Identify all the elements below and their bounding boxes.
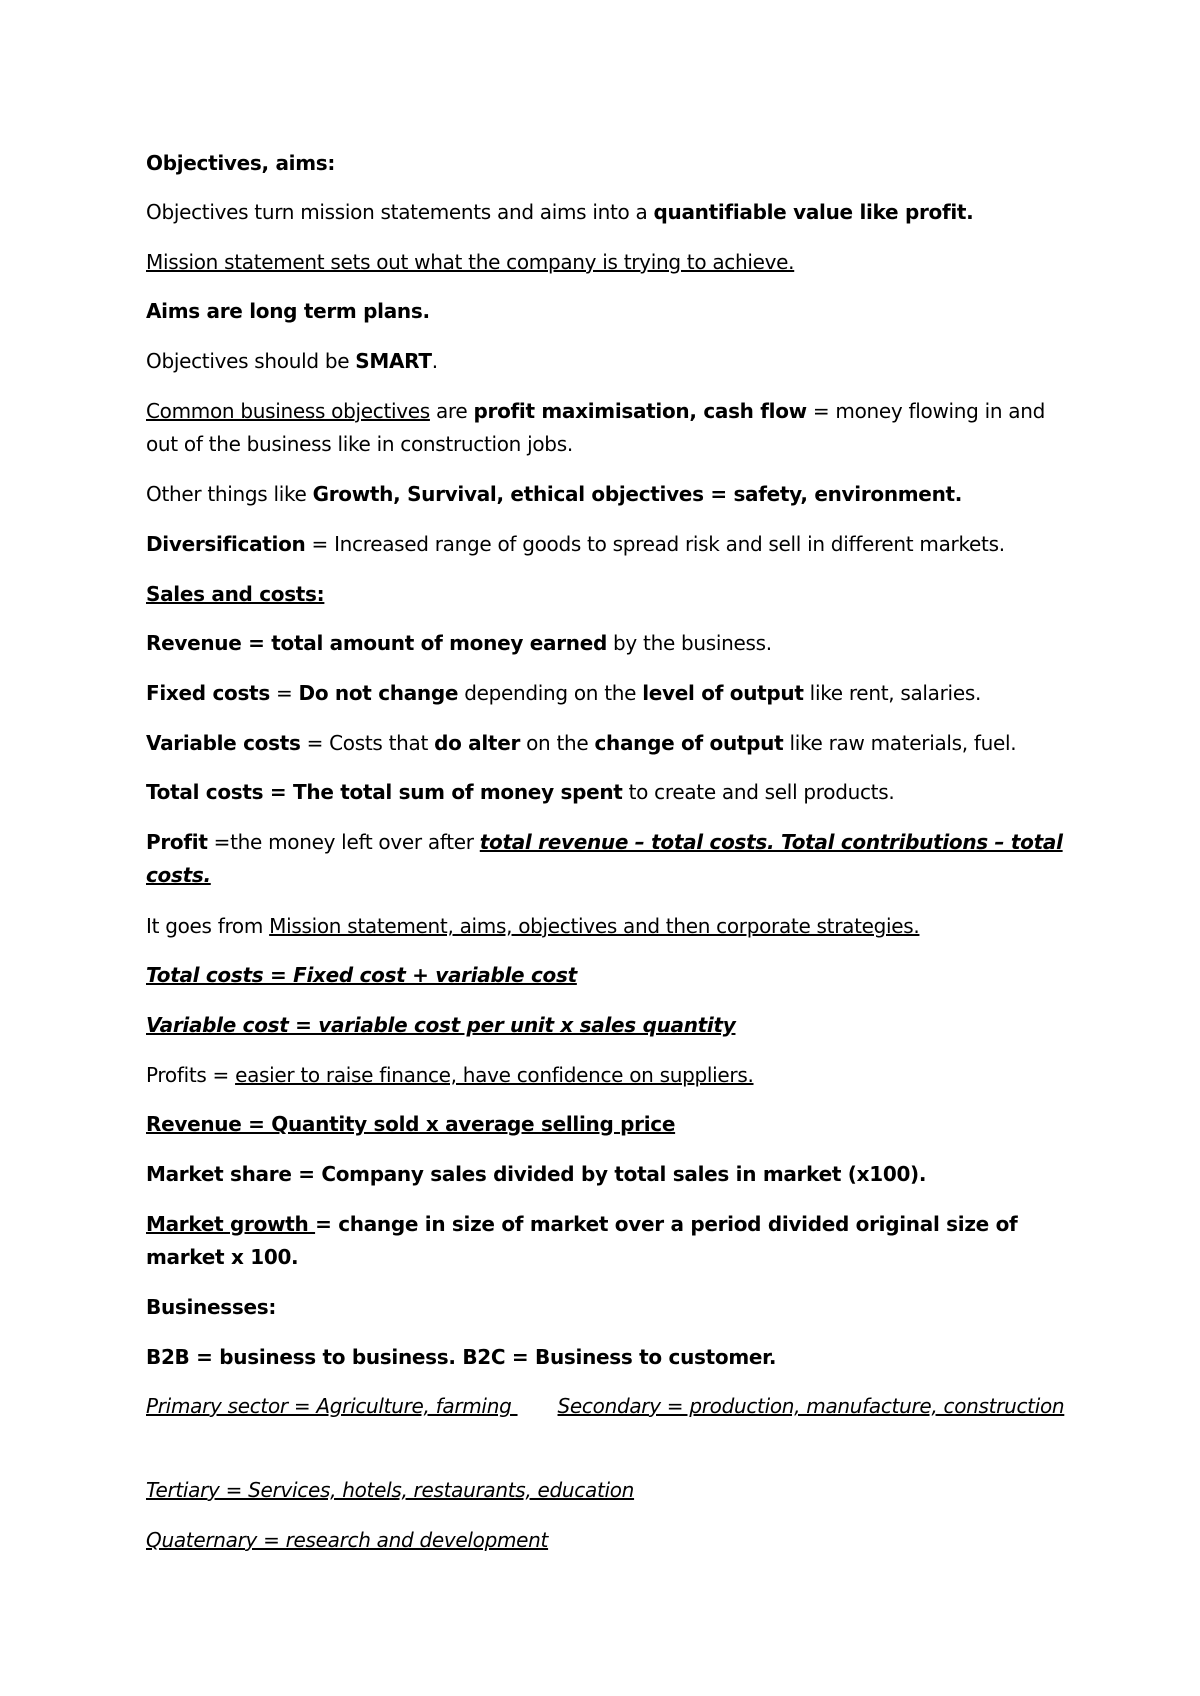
bold-text: Variable costs bbox=[146, 731, 301, 755]
bold-text: Fixed costs bbox=[146, 681, 270, 705]
bold-text: do alter bbox=[434, 731, 521, 755]
para-profit bbox=[146, 826, 1066, 892]
para-tertiary bbox=[146, 1474, 1066, 1507]
text: like raw materials, fuel. bbox=[783, 731, 1017, 755]
text: =the money left over after bbox=[207, 830, 480, 854]
text: B2B = business to business. B2C = Business to customer. bbox=[146, 1345, 777, 1369]
formula-market-share bbox=[146, 1158, 1066, 1191]
formula-text: Market share = Company sales divided by total sales in market (x100). bbox=[146, 1162, 927, 1186]
bold-underlined-italic-text: total revenue – total costs. Total contributions – total costs. bbox=[146, 830, 1063, 887]
heading-sales-costs bbox=[146, 578, 1066, 611]
text: . bbox=[431, 349, 438, 373]
para-smart bbox=[146, 345, 1066, 378]
formula-market-growth bbox=[146, 1208, 1066, 1274]
text: Profits = bbox=[146, 1063, 236, 1087]
bold-text: Total costs = The total sum of money spent bbox=[146, 780, 623, 804]
bold-text: Profit bbox=[146, 830, 208, 854]
underlined-text: Common business objectives bbox=[146, 399, 430, 423]
text: like rent, salaries. bbox=[803, 681, 981, 705]
underlined-text: Market growth bbox=[146, 1212, 316, 1236]
text: are bbox=[429, 399, 474, 423]
text: = bbox=[269, 681, 299, 705]
heading-objectives-aims bbox=[146, 147, 1066, 180]
bold-text: Do not change bbox=[298, 681, 459, 705]
formula-text: Revenue = Quantity sold x average selling price bbox=[146, 1112, 676, 1136]
text: depending on the bbox=[458, 681, 643, 705]
bold-text: SMART bbox=[355, 349, 432, 373]
para-variable-costs bbox=[146, 727, 1066, 760]
bold-text: Growth, Survival, ethical objectives = safety, environment. bbox=[312, 482, 963, 506]
text: It goes from bbox=[146, 914, 270, 938]
para-diversification bbox=[146, 528, 1066, 561]
heading-text: Businesses: bbox=[146, 1295, 277, 1319]
text: Secondary = production, manufacture, construction bbox=[557, 1394, 1065, 1418]
heading-businesses bbox=[146, 1291, 1066, 1324]
para-aims bbox=[146, 295, 1066, 328]
text: by the business. bbox=[606, 631, 772, 655]
bold-text: quantifiable value like profit. bbox=[653, 200, 974, 224]
para-objectives-turn bbox=[146, 196, 1066, 229]
formula-revenue bbox=[146, 1108, 1066, 1141]
text: = Increased range of goods to spread risk and sell in different markets. bbox=[305, 532, 1005, 556]
para-common-objectives bbox=[146, 395, 1066, 461]
text: Mission statement sets out what the company is trying to achieve. bbox=[146, 250, 795, 274]
formula-text: Total costs = Fixed cost + variable cost bbox=[146, 963, 577, 987]
para-primary-secondary bbox=[146, 1390, 1066, 1423]
para-revenue bbox=[146, 627, 1066, 660]
text: Other things like bbox=[146, 482, 313, 506]
bold-text: change of output bbox=[594, 731, 784, 755]
text: Quaternary = research and development bbox=[146, 1528, 549, 1552]
formula-text: Variable cost = variable cost per unit x sales quantity bbox=[146, 1013, 736, 1037]
formula-total-costs bbox=[146, 959, 1066, 992]
text: Aims are long term plans. bbox=[146, 299, 430, 323]
heading-text: Sales and costs: bbox=[146, 582, 325, 606]
underlined-text: easier to raise finance, have confidence on suppliers. bbox=[235, 1063, 754, 1087]
text: = money flowing in and out of the business like in construction jobs. bbox=[146, 399, 1046, 456]
text: Objectives turn mission statements and aims into a bbox=[146, 200, 654, 224]
para-b2b-b2c bbox=[146, 1341, 1066, 1374]
text: to create and sell products. bbox=[622, 780, 895, 804]
bold-text: profit maximisation, cash flow bbox=[473, 399, 807, 423]
formula-variable-cost bbox=[146, 1009, 1066, 1042]
para-total-costs bbox=[146, 776, 1066, 809]
bold-text: level of output bbox=[642, 681, 804, 705]
text: Primary sector = Agriculture, farming bbox=[146, 1394, 518, 1418]
bold-text: Revenue = total amount of money earned bbox=[146, 631, 607, 655]
bold-text: Diversification bbox=[146, 532, 306, 556]
para-quaternary bbox=[146, 1524, 1066, 1557]
para-fixed-costs bbox=[146, 677, 1066, 710]
para-it-goes-from bbox=[146, 910, 1066, 943]
para-other-things bbox=[146, 478, 1066, 511]
underlined-text: Mission statement, aims, objectives and then corporate strategies. bbox=[269, 914, 920, 938]
text: Objectives should be bbox=[146, 349, 356, 373]
para-mission-statement bbox=[146, 246, 1066, 279]
heading-text: Objectives, aims: bbox=[146, 151, 336, 175]
para-profits bbox=[146, 1059, 1066, 1092]
text: = change in size of market over a period divided original size of market x 100. bbox=[146, 1212, 1018, 1269]
text: on the bbox=[520, 731, 595, 755]
text: Tertiary = Services, hotels, restaurants, education bbox=[146, 1478, 635, 1502]
text: = Costs that bbox=[300, 731, 435, 755]
